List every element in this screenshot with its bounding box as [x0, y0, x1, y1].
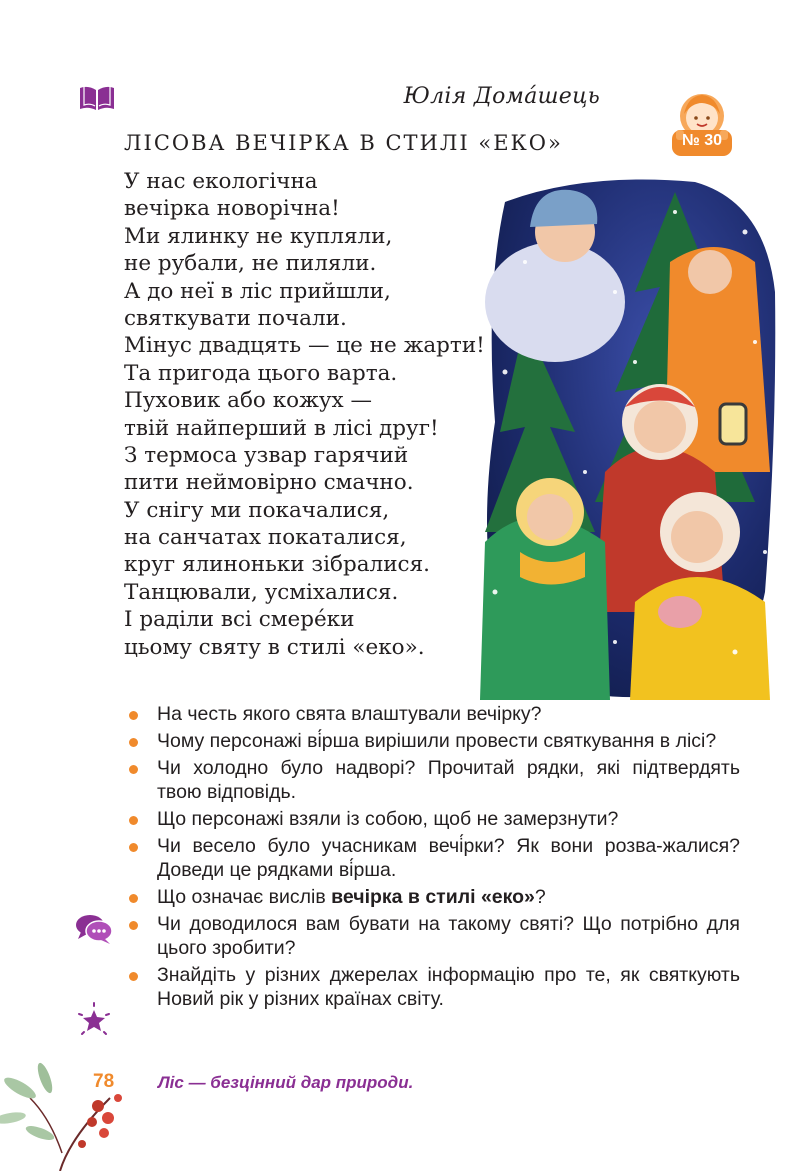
sparkle-star-icon	[76, 1002, 112, 1038]
poem-text	[124, 168, 485, 661]
open-book-icon	[78, 85, 116, 111]
child-face-badge-icon	[662, 86, 742, 166]
question-item: Чи доводилося вам бувати на такому святі? Що потрібно для цього зробити?	[128, 912, 740, 960]
question-item: Що персонажі взяли із собою, щоб не замерзнути?	[128, 807, 740, 831]
poem-line: пити неймовірно смачно.	[124, 470, 414, 496]
badge-number: № 30	[681, 132, 723, 149]
poem-line: А до неї в ліс прийшли,	[124, 278, 391, 304]
section-title: Ліс — безцінний дар природи.	[158, 1073, 414, 1092]
poem-line: Мінус двадцять — це не жарти!	[124, 333, 485, 359]
question-text: Що означає вислів	[157, 886, 332, 908]
poem-title: ЛІСОВА ВЕЧІРКА В СТИЛІ «ЕКО»	[124, 131, 563, 155]
poem-line: круг ялиноньки зібралися.	[124, 552, 430, 578]
question-item: Чи холодно було надворі? Прочитай рядки, які підтвердять твою відповідь.	[128, 756, 740, 804]
poem-line: твій найперший в лісі друг!	[124, 415, 439, 441]
poem-line: У снігу ми покачалися,	[124, 497, 390, 523]
poem-line: святкувати почали.	[124, 305, 347, 331]
question-emphasis: вечірка в стилі «еко»	[331, 886, 535, 908]
poem-line: Та пригода цього варта.	[124, 360, 398, 386]
question-item: Чи весело було учасникам вечі́рки? Як вони розва-жалися? Доведи це рядками ві́рша.	[128, 834, 740, 882]
poem-line: І раділи всі смере́ки	[124, 607, 355, 633]
poem-line: У нас екологічна	[124, 169, 318, 194]
poem-line: Танцювали, усміхалися.	[124, 579, 399, 605]
question-text: ?	[534, 886, 546, 908]
question-item: Чому персонажі ві́рша вирішили провести святкування в лісі?	[128, 729, 740, 753]
question-list	[128, 702, 740, 1014]
poem-author: Юлія Дома́шець	[403, 84, 600, 109]
poem-line: Ми ялинку не купляли,	[124, 223, 393, 249]
question-item: Знайдіть у різних джерелах інформацію про те, як святкують Новий рік у різних країнах світу.	[128, 963, 740, 1011]
poem-line: вечірка новорічна!	[124, 196, 340, 222]
page-number: 78	[93, 1071, 115, 1092]
question-item: На честь якого свята влаштували вечірку?	[128, 702, 740, 726]
speech-bubbles-icon	[75, 913, 113, 945]
poem-line: на санчатах покаталися,	[124, 525, 407, 551]
poem-line: Пуховик або кожух —	[124, 388, 372, 414]
poem-line: З термоса узвар гарячий	[124, 442, 409, 468]
reading-number-badge	[662, 86, 742, 166]
poem-line: не рубали, не пиляли.	[124, 251, 377, 277]
winter-party-illustration	[465, 172, 777, 700]
question-item	[128, 885, 740, 909]
poem-line: цьому святу в стилі «еко».	[124, 634, 425, 660]
